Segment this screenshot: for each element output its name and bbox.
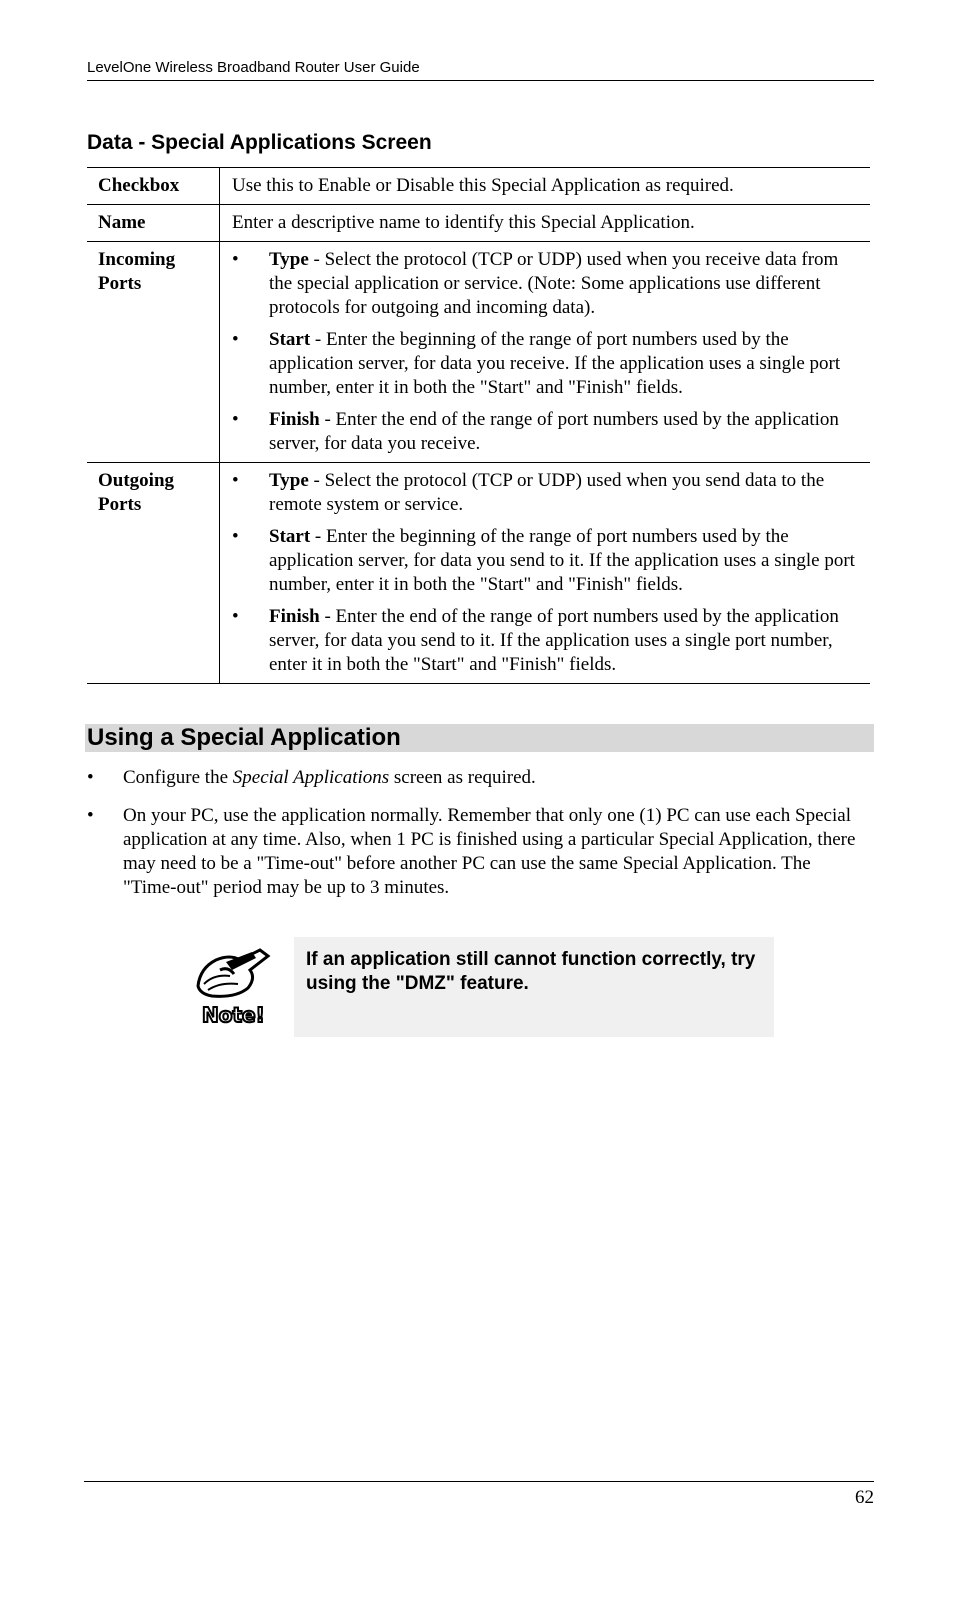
row-description (220, 463, 871, 684)
note-hand-icon (190, 946, 272, 1026)
table-row (87, 205, 870, 242)
field-text: - Enter the end of the range of port numbers used by the application server, for data you receive. (269, 409, 839, 454)
field-term: Start (269, 526, 311, 547)
field-text: - Enter the end of the range of port numbers used by the application server, for data you send to it. If the application uses a single port number, enter it in both the "Start" and "Finish" fields. (269, 606, 839, 675)
list-item (232, 469, 862, 517)
special-applications-table (87, 167, 870, 684)
bullet: • (232, 249, 239, 270)
row-description: Enter a descriptive name to identify this Special Application. (220, 205, 871, 242)
row-description (220, 242, 871, 463)
row-label: Incoming Ports (87, 242, 220, 463)
field-text: - Enter the beginning of the range of port numbers used by the application server, for data you receive. If the application uses a single port number, enter it in both the "Start" and "Finish" fields. (269, 329, 841, 398)
field-list (232, 469, 862, 677)
bullet: • (232, 470, 239, 491)
row-description: Use this to Enable or Disable this Special Application as required. (220, 168, 871, 205)
item-text: On your PC, use the application normally. Remember that only one (1) PC can use each Special application at any time. Also, when 1 PC is finished using a particular Special Application, there may need to be a "Time-out" before another PC can use the same Special Application. The "Time-out" period may be up to 3 minutes. (123, 805, 856, 898)
table-row (87, 242, 870, 463)
list-item (87, 804, 867, 900)
bullet: • (232, 409, 239, 430)
field-text: - Select the protocol (TCP or UDP) used when you send data to the remote system or service. (269, 470, 825, 515)
field-text: - Select the protocol (TCP or UDP) used when you receive data from the special application or service. (Note: Some applications use different protocols for outgoing and incoming data). (269, 249, 839, 318)
field-term: Type (269, 249, 309, 270)
field-term: Finish (269, 409, 320, 430)
bullet: • (87, 767, 94, 788)
list-item (232, 248, 862, 320)
note-icon-label: Note! (202, 1003, 265, 1026)
field-term: Finish (269, 606, 320, 627)
note-hand-icon-graphic (190, 946, 272, 1026)
row-label: Outgoing Ports (87, 463, 220, 684)
bullet: • (232, 526, 239, 547)
usage-heading: Using a Special Application (85, 724, 874, 752)
bullet: • (232, 329, 239, 350)
item-text: screen as required. (389, 767, 536, 788)
section-title: Data - Special Applications Screen (87, 131, 432, 154)
list-item (232, 408, 862, 456)
page-header (87, 58, 874, 81)
page-footer (84, 1481, 874, 1508)
page-number: 62 (855, 1487, 874, 1508)
field-text: - Enter the beginning of the range of port numbers used by the application server, for data you send to it. If the application uses a single port number, enter it in both the "Start" and "Finish" fields. (269, 526, 855, 595)
field-list (232, 248, 862, 456)
list-item (232, 605, 862, 677)
usage-list (87, 766, 867, 914)
note-box (294, 937, 774, 1037)
item-text: Configure the (123, 767, 233, 788)
list-item (87, 766, 867, 790)
bullet: • (232, 606, 239, 627)
list-item (232, 328, 862, 400)
row-label: Name (87, 205, 220, 242)
table-row (87, 463, 870, 684)
bullet: • (87, 805, 94, 826)
table-row (87, 168, 870, 205)
field-term: Type (269, 470, 309, 491)
list-item (232, 525, 862, 597)
row-label: Checkbox (87, 168, 220, 205)
note-text: If an application still cannot function correctly, try using the "DMZ" feature. (306, 949, 756, 994)
header-title: LevelOne Wireless Broadband Router User Guide (87, 59, 420, 76)
item-emphasis: Special Applications (232, 767, 390, 788)
field-term: Start (269, 329, 311, 350)
